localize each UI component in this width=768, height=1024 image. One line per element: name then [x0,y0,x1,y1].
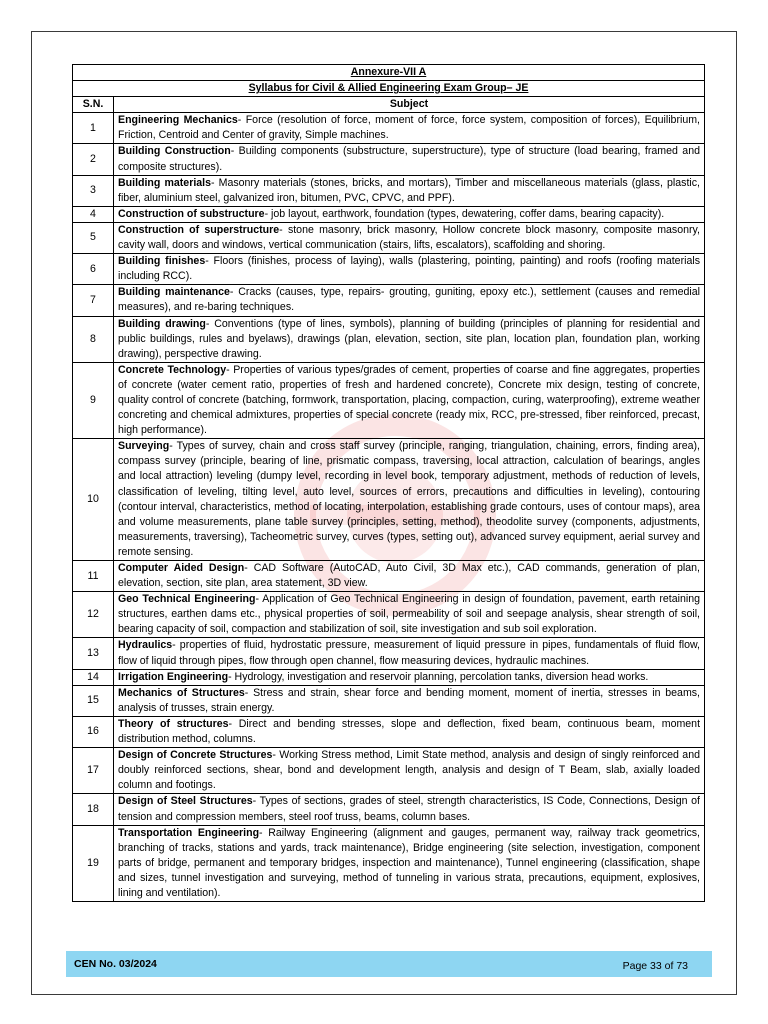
subject-description: - Properties of various types/grades of cement, properties of coarse and fine aggregates, properties of concrete (water cement ratio, properties of fresh and hardened concrete), Concrete mix design, testing of concrete, quality control of concrete (batching, formwork, transportation, placing, compaction, curing, waterproofing), extreme weather concreting and chemical admixtures, properties of special concrete (ready mix, RCC, pre-stressed, fiber reinforced, precast, high performance). [118,363,700,437]
subject-title: Irrigation Engineering [118,670,229,683]
table-row [73,222,705,253]
serial-number: 7 [73,285,114,316]
subject-title: Engineering Mechanics [118,114,238,127]
serial-number: 12 [73,592,114,638]
subject-description: - Direct and bending stresses, slope and deflection, fixed beam, continuous beam, moment distribution method, columns. [118,717,701,746]
page-number: Page 33 of 73 [622,960,688,972]
subject-description: - Railway Engineering (alignment and gauges, permanent way, railway track geometrics, branching of tracks, stations and yards, track maintenance), Bridge engineering (site selection, investigation, component parts of bridge, permanent and temporary bridges, inspection and maintenance), Tunnel engineering (classification, shape and sizes, tunnel investigation and surveying, method of tunneling in various strata, precautions, equipment, explosives, lining and ventilation). [118,826,700,899]
subject-description: - Hydrology, investigation and reservoir planning, percolation tanks, diversion head works. [228,670,649,683]
subject-description: - Cracks (causes, type, repairs- grouting, guniting, epoxy etc.), settlement (causes and remedial measures), and re-baring techniques. [118,286,700,314]
column-header-row [73,97,705,113]
subject-cell [114,206,705,222]
subject-title: Geo Technical Engineering [118,593,256,606]
subject-cell [114,561,705,592]
cen-number: CEN No. 03/2024 [74,958,157,970]
serial-number: 3 [73,175,114,206]
subject-title: Theory of structures [118,717,229,730]
subject-description: - Building components (substructure, superstructure), type of structure (load bearing, framed and composite structures). [118,145,700,173]
table-row [73,362,705,438]
footer-bar [66,951,712,977]
serial-number: 1 [73,113,114,144]
subject-description: - Types of sections, grades of steel, strength characteristics, IS Code, Connections, Design of tension and compression members, steel roof truss, beams, column bases. [118,795,700,823]
table-row [73,206,705,222]
subject-description: - properties of fluid, hydrostatic pressure, measurement of liquid pressure in pipes, fundamentals of fluid flow, flow of liquid through pipes, flow through open channel, flow measuring devices, hydraulic machines. [118,639,700,667]
table-row [73,794,705,825]
subject-description: - Working Stress method, Limit State method, analysis and design of singly reinforced and doubly reinforced sections, shear, bond and development length, analysis and design of T Beam, slab, axially loaded column and footings. [118,749,700,792]
subject-description: - Conventions (type of lines, symbols), planning of building (principles of planning for residential and public buildings, rules and byelaws), drawings (plan, elevation, section, site plan, location plan, foundation plan, working drawing), perspective drawing. [118,317,700,360]
subject-cell [114,825,705,901]
table-row [73,669,705,685]
subject-cell [114,362,705,438]
subject-title: Concrete Technology [118,363,227,376]
subject-cell [114,316,705,362]
subject-cell [114,222,705,253]
subject-title: Surveying [118,440,170,453]
serial-number: 5 [73,222,114,253]
subject-title: Building materials [118,176,211,189]
table-row [73,685,705,716]
subject-title: Building Construction [118,145,231,158]
table-row [73,748,705,794]
subject-title: Mechanics of Structures [118,686,245,699]
table-row [73,716,705,747]
subject-title: Design of Concrete Structures [118,749,273,762]
table-row [73,113,705,144]
table-row [73,439,705,561]
subject-title: Computer Aided Design [118,562,245,574]
serial-number: 9 [73,362,114,438]
subject-cell [114,716,705,747]
serial-number: 2 [73,144,114,175]
serial-number: 4 [73,206,114,222]
subject-title: Building maintenance [118,286,230,299]
subject-cell [114,669,705,685]
subject-cell [114,748,705,794]
subject-title: Transportation Engineering [118,826,260,839]
subject-description: - Application of Geo Technical Engineering in design of foundation, pavement, earth retaining structures, earthen dams etc., physical properties of soil, permeability of soil and seepage analysis, shear strength of soil, bearing capacity of soil, compaction and stabilization of soil, site investigation and sub soil exploration. [118,593,700,636]
subject-description: - Force (resolution of force, moment of force, force system, composition of forces), Equilibrium, Friction, Centroid and Center of gravity, Simple machines. [118,114,700,142]
subject-description: - Floors (finishes, process of laying), walls (plastering, pointing, painting) and roofs (roofing materials including RCC). [118,255,700,283]
subject-title: Hydraulics [118,639,173,652]
subject-description: - Types of survey, chain and cross staff survey (principle, ranging, triangulation, chaining, errors, finding area), compass survey (principle, bearing of line, prismatic compass, traversing, local attraction, calculation of bearings, angles and local attraction) leveling (dumpy level, recording in level book, temporary adjustment, methods of reduction of levels, classification of leveling, tilting level, auto level, sources of errors, precautions and difficulties in leveling), contouring (contour interval, characteristics, method of locating, interpolation, establishing grade contours, uses of contour maps), area and volume measurements, plane table survey (principles, setting, method), theodolite survey (components, adjustments, measurements, traversing), Tacheometric survey, curves (types, setting out), advanced survey equipment, aerial survey and remote sensing. [118,440,700,558]
table-row [73,316,705,362]
serial-number: 11 [73,561,114,592]
serial-number: 6 [73,254,114,285]
table-row [73,285,705,316]
subject-description: - CAD Software (AutoCAD, Auto Civil, 3D Max etc.), CAD commands, generation of plan, elevation, section, site plan, area statement, 3D view. [118,562,700,590]
table-row [73,592,705,638]
syllabus-title: Syllabus for Civil & Allied Engineering Exam Group– JE [73,81,705,97]
sn-column-header: S.N. [73,97,114,113]
subject-cell [114,285,705,316]
subject-cell [114,144,705,175]
table-row [73,638,705,669]
subject-description: - Stress and strain, shear force and bending moment, moment of inertia, stresses in beams, analysis of trusses, strain energy. [118,686,701,714]
table-row [73,175,705,206]
serial-number: 18 [73,794,114,825]
subject-cell [114,254,705,285]
annexure-title: Annexure-VII A [73,65,705,81]
table-row [73,561,705,592]
subject-cell [114,638,705,669]
subject-cell [114,439,705,561]
serial-number: 14 [73,669,114,685]
table-row [73,825,705,901]
serial-number: 13 [73,638,114,669]
subject-cell [114,592,705,638]
subject-description: - stone masonry, brick masonry, Hollow concrete block masonry, composite masonry, cavity wall, doors and windows, vertical communication (stairs, lifts, escalators), scaffolding and shoring. [118,223,700,252]
subject-title: Building finishes [118,255,206,268]
table-row [73,254,705,285]
subject-title: Building drawing [118,317,206,330]
serial-number: 10 [73,439,114,561]
subject-cell [114,175,705,206]
subject-cell [114,794,705,825]
subject-description: - job layout, earthwork, foundation (types, dewatering, coffer dams, bearing capacity). [264,207,665,220]
subject-title: Construction of superstructure [118,223,280,236]
serial-number: 19 [73,825,114,901]
subject-column-header: Subject [114,97,705,113]
serial-number: 17 [73,748,114,794]
serial-number: 16 [73,716,114,747]
table-header-row [73,81,705,97]
table-header-row [73,65,705,81]
subject-cell [114,113,705,144]
serial-number: 8 [73,316,114,362]
syllabus-table [72,64,705,902]
subject-cell [114,685,705,716]
subject-title: Design of Steel Structures [118,795,253,808]
subject-description: - Masonry materials (stones, bricks, and mortars), Timber and miscellaneous materials (glass, plastic, fiber, aluminium steel, galvanized iron, bitumen, PVC, CPVC, and PPF). [118,176,700,204]
serial-number: 15 [73,685,114,716]
subject-title: Construction of substructure [118,207,265,220]
table-row [73,144,705,175]
